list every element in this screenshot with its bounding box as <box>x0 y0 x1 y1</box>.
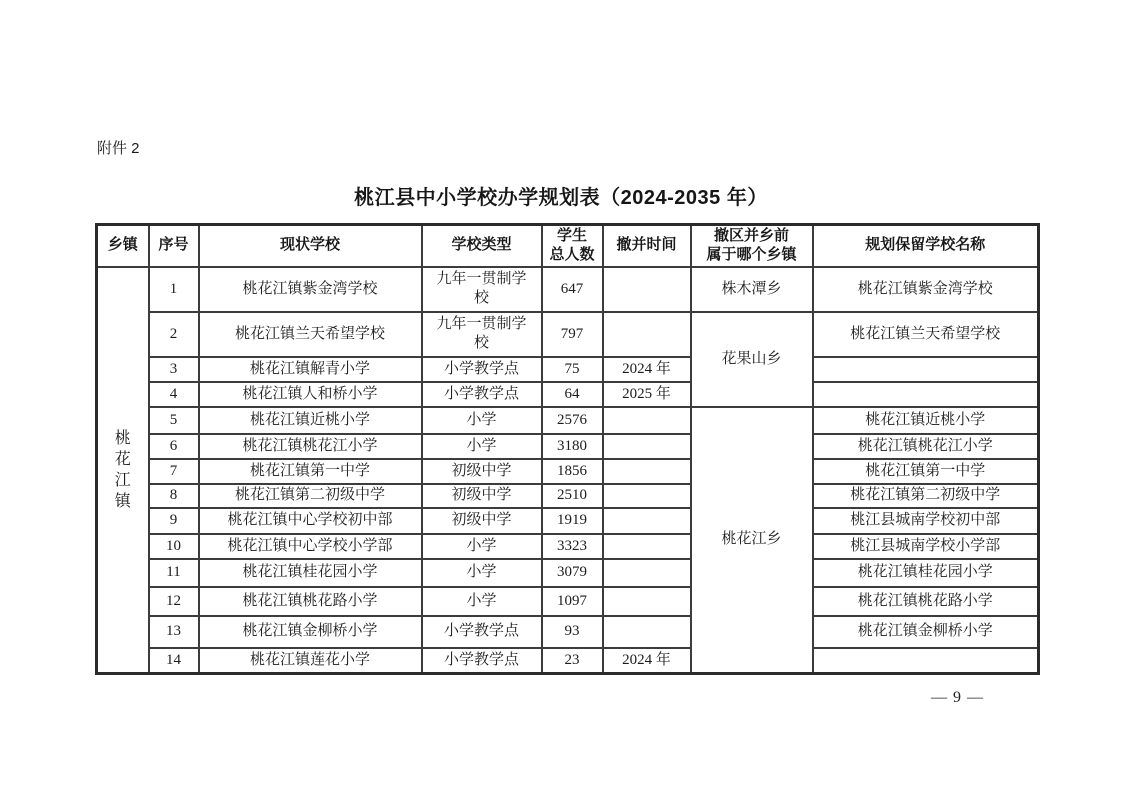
cell-merge-time <box>603 616 691 648</box>
table-row <box>97 267 1039 312</box>
cell-merge-time <box>603 508 691 534</box>
cell-planned-school: 桃花江镇桃花江小学 <box>813 434 1039 459</box>
cell-planned-school: 桃江县城南学校初中部 <box>813 508 1039 534</box>
cell-current-school: 桃花江镇解青小学 <box>199 357 422 382</box>
header-former-line1: 撤区并乡前 <box>713 227 789 244</box>
cell-school-type: 小学教学点 <box>422 357 542 382</box>
cell-students: 3079 <box>542 559 603 587</box>
table-row <box>97 508 1039 534</box>
table-row <box>97 616 1039 648</box>
cell-seq: 13 <box>149 616 199 648</box>
cell-current-school: 桃花江镇近桃小学 <box>199 407 422 434</box>
cell-merge-time <box>603 559 691 587</box>
table-row <box>97 382 1039 407</box>
cell-students: 64 <box>542 382 603 407</box>
cell-planned-school <box>813 382 1039 407</box>
cell-students: 1919 <box>542 508 603 534</box>
cell-seq: 6 <box>149 434 199 459</box>
cell-planned-school: 桃花江镇第二初级中学 <box>813 484 1039 508</box>
header-former-township <box>691 225 813 267</box>
cell-seq: 12 <box>149 587 199 616</box>
table-row <box>97 648 1039 674</box>
cell-students: 3323 <box>542 534 603 559</box>
table-row <box>97 357 1039 382</box>
cell-students: 23 <box>542 648 603 674</box>
header-students-line2: 总人数 <box>549 245 595 263</box>
table-row <box>97 312 1039 357</box>
cell-seq: 11 <box>149 559 199 587</box>
cell-current-school: 桃花江镇中心学校小学部 <box>199 534 422 559</box>
table-row <box>97 459 1039 484</box>
cell-students: 75 <box>542 357 603 382</box>
cell-students: 2576 <box>542 407 603 434</box>
cell-current-school: 桃花江镇人和桥小学 <box>199 382 422 407</box>
table-row <box>97 484 1039 508</box>
cell-planned-school <box>813 357 1039 382</box>
cell-seq: 4 <box>149 382 199 407</box>
cell-merge-time <box>603 407 691 434</box>
table-row <box>97 407 1039 434</box>
cell-township-group <box>97 267 149 674</box>
cell-planned-school: 桃花江镇近桃小学 <box>813 407 1039 434</box>
attachment-label: 附件 2 <box>97 140 140 157</box>
cell-planned-school: 桃花江镇桃花路小学 <box>813 587 1039 616</box>
cell-current-school: 桃花江镇金柳桥小学 <box>199 616 422 648</box>
cell-school-type: 初级中学 <box>422 484 542 508</box>
cell-planned-school: 桃江县城南学校小学部 <box>813 534 1039 559</box>
header-planned-school: 规划保留学校名称 <box>813 225 1039 267</box>
page-number: — 9 — <box>931 689 984 706</box>
cell-seq: 14 <box>149 648 199 674</box>
cell-seq: 9 <box>149 508 199 534</box>
cell-current-school: 桃花江镇紫金湾学校 <box>199 267 422 312</box>
cell-school-type: 初级中学 <box>422 508 542 534</box>
cell-students: 3180 <box>542 434 603 459</box>
cell-merge-time <box>603 534 691 559</box>
cell-merge-time <box>603 484 691 508</box>
header-merge-time: 撤并时间 <box>603 225 691 267</box>
header-seq: 序号 <box>149 225 199 267</box>
cell-seq: 10 <box>149 534 199 559</box>
cell-school-type: 小学教学点 <box>422 616 542 648</box>
header-students <box>542 225 603 267</box>
cell-seq: 2 <box>149 312 199 357</box>
cell-merge-time <box>603 459 691 484</box>
cell-planned-school: 桃花江镇第一中学 <box>813 459 1039 484</box>
header-current-school: 现状学校 <box>199 225 422 267</box>
table-row <box>97 534 1039 559</box>
cell-merge-time <box>603 434 691 459</box>
cell-students: 93 <box>542 616 603 648</box>
cell-former-township: 株木潭乡 <box>691 267 813 312</box>
cell-seq: 8 <box>149 484 199 508</box>
cell-planned-school <box>813 648 1039 674</box>
header-row <box>97 225 1039 267</box>
cell-school-type: 九年一贯制学校 <box>422 267 542 312</box>
township-vertical-label: 桃花江镇 <box>114 429 131 510</box>
cell-school-type: 小学 <box>422 407 542 434</box>
cell-school-type: 小学 <box>422 434 542 459</box>
cell-seq: 7 <box>149 459 199 484</box>
header-school-type: 学校类型 <box>422 225 542 267</box>
cell-students: 1097 <box>542 587 603 616</box>
cell-merge-time: 2025 年 <box>603 382 691 407</box>
cell-current-school: 桃花江镇第二初级中学 <box>199 484 422 508</box>
cell-seq: 5 <box>149 407 199 434</box>
table-row <box>97 559 1039 587</box>
cell-students: 1856 <box>542 459 603 484</box>
cell-school-type: 小学 <box>422 534 542 559</box>
cell-merge-time <box>603 312 691 357</box>
cell-planned-school: 桃花江镇紫金湾学校 <box>813 267 1039 312</box>
cell-current-school: 桃花江镇桂花园小学 <box>199 559 422 587</box>
table-row <box>97 434 1039 459</box>
cell-current-school: 桃花江镇莲花小学 <box>199 648 422 674</box>
cell-merge-time <box>603 587 691 616</box>
cell-merge-time <box>603 267 691 312</box>
cell-planned-school: 桃花江镇桂花园小学 <box>813 559 1039 587</box>
cell-seq: 3 <box>149 357 199 382</box>
page-title: 桃江县中小学校办学规划表（2024-2035 年） <box>354 187 768 209</box>
cell-seq: 1 <box>149 267 199 312</box>
cell-current-school: 桃花江镇中心学校初中部 <box>199 508 422 534</box>
cell-former-township: 花果山乡 <box>691 312 813 407</box>
cell-current-school: 桃花江镇桃花路小学 <box>199 587 422 616</box>
cell-school-type: 小学教学点 <box>422 648 542 674</box>
cell-students: 2510 <box>542 484 603 508</box>
cell-school-type: 九年一贯制学校 <box>422 312 542 357</box>
cell-school-type: 初级中学 <box>422 459 542 484</box>
cell-planned-school: 桃花江镇金柳桥小学 <box>813 616 1039 648</box>
header-students-line1: 学生 <box>556 227 587 244</box>
cell-former-township: 桃花江乡 <box>691 407 813 674</box>
cell-current-school: 桃花江镇桃花江小学 <box>199 434 422 459</box>
cell-current-school: 桃花江镇第一中学 <box>199 459 422 484</box>
cell-planned-school: 桃花江镇兰天希望学校 <box>813 312 1039 357</box>
school-planning-table <box>95 223 1040 675</box>
cell-school-type: 小学 <box>422 559 542 587</box>
cell-merge-time: 2024 年 <box>603 648 691 674</box>
cell-school-type: 小学 <box>422 587 542 616</box>
cell-current-school: 桃花江镇兰天希望学校 <box>199 312 422 357</box>
cell-students: 797 <box>542 312 603 357</box>
cell-school-type: 小学教学点 <box>422 382 542 407</box>
cell-students: 647 <box>542 267 603 312</box>
cell-merge-time: 2024 年 <box>603 357 691 382</box>
header-former-line2: 属于哪个乡镇 <box>706 245 797 263</box>
table-row <box>97 587 1039 616</box>
header-township: 乡镇 <box>97 225 149 267</box>
